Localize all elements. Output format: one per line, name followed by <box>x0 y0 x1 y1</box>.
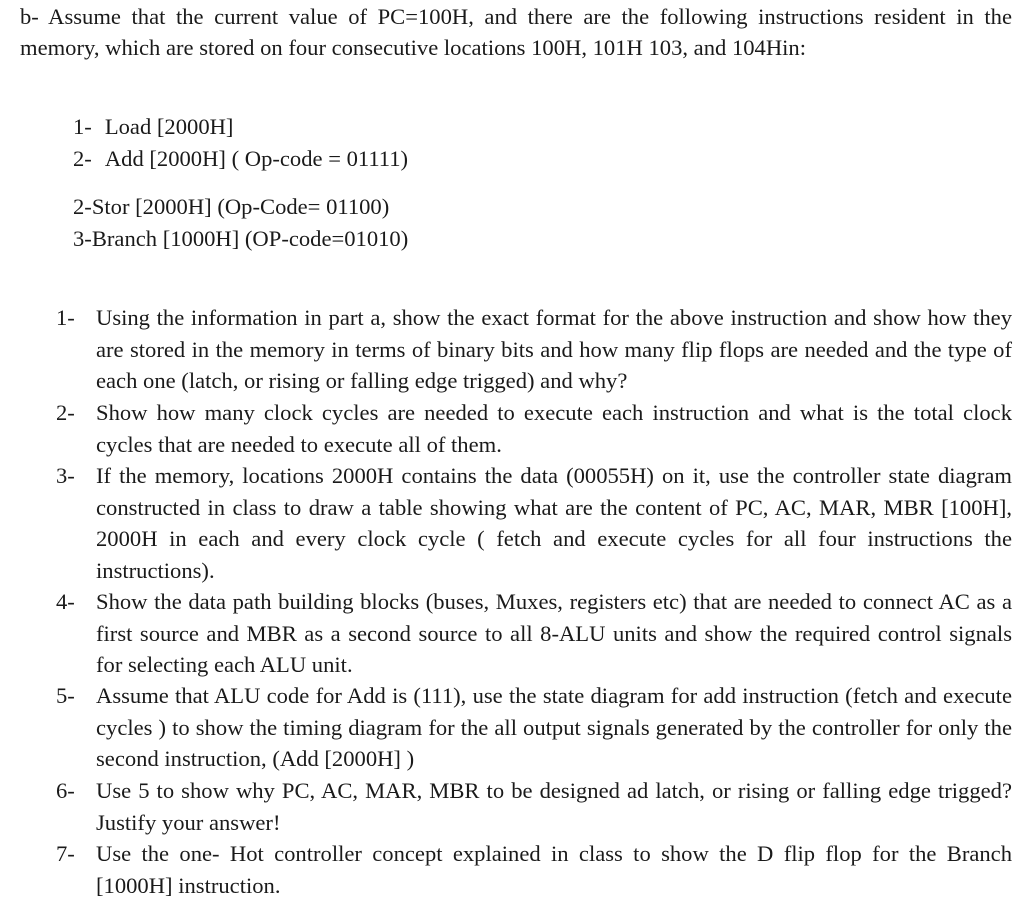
question-number: 7- <box>56 841 75 866</box>
question-item <box>56 460 1012 586</box>
instruction-number: 1- <box>73 114 92 139</box>
question-text: Show how many clock cycles are needed to execute each instruction and what is the total clock cycles that are needed to execute all of them. <box>96 400 1012 457</box>
question-item <box>56 302 1012 397</box>
question-number: 3- <box>56 463 75 488</box>
intro-paragraph: b- Assume that the current value of PC=100H, and there are the following instructions resident in the memory, which are stored on four consecutive locations 100H, 101H 103, and 104Hin: <box>20 4 1012 60</box>
question-text: Using the information in part a, show the exact format for the above instruction and show how they are stored in the memory in terms of binary bits and how many flip flops are needed and the type of each one (latch, or rising or falling edge trigged) and why? <box>96 305 1012 393</box>
question-item <box>56 680 1012 775</box>
instruction-item <box>73 143 408 174</box>
question-number: 6- <box>56 778 75 803</box>
instruction-item <box>73 111 233 142</box>
question-item <box>56 775 1012 838</box>
question-number: 2- <box>56 400 75 425</box>
question-number: 5- <box>56 683 75 708</box>
question-item <box>56 838 1012 901</box>
question-text: Use the one- Hot controller concept explained in class to show the D flip flop for the Branch [1000H] instruction. <box>96 841 1012 898</box>
question-text: If the memory, locations 2000H contains the data (00055H) on it, use the controller state diagram constructed in class to draw a table showing what are the content of PC, AC, MAR, MBR [100H], 2000H in each and every clock cycle ( fetch and execute cycles for all four instructions the instructions). <box>96 463 1012 583</box>
instruction-text: Load [2000H] <box>104 114 234 139</box>
instruction-line: 2-Stor [2000H] (Op-Code= 01100) <box>73 194 390 219</box>
question-text: Assume that ALU code for Add is (111), use the state diagram for add instruction (fetch and execute cycles ) to show the timing diagram for the all output signals generated by the controller for only the second instruction, (Add [2000H] ) <box>96 683 1012 771</box>
instruction-text: Add [2000H] ( Op-code = 01111) <box>104 146 409 171</box>
instruction-line: 3-Branch [1000H] (OP-code=01010) <box>73 226 409 251</box>
question-number: 1- <box>56 305 75 330</box>
question-item <box>56 397 1012 460</box>
question-text: Use 5 to show why PC, AC, MAR, MBR to be designed ad latch, or rising or falling edge trigged? Justify your answer! <box>96 778 1012 835</box>
question-number: 4- <box>56 589 75 614</box>
instruction-number: 2- <box>73 146 92 171</box>
question-item <box>56 586 1012 681</box>
question-text: Show the data path building blocks (buses, Muxes, registers etc) that are needed to connect AC as a first source and MBR as a second source to all 8-ALU units and show the required control signals for selecting each ALU unit. <box>96 589 1012 677</box>
